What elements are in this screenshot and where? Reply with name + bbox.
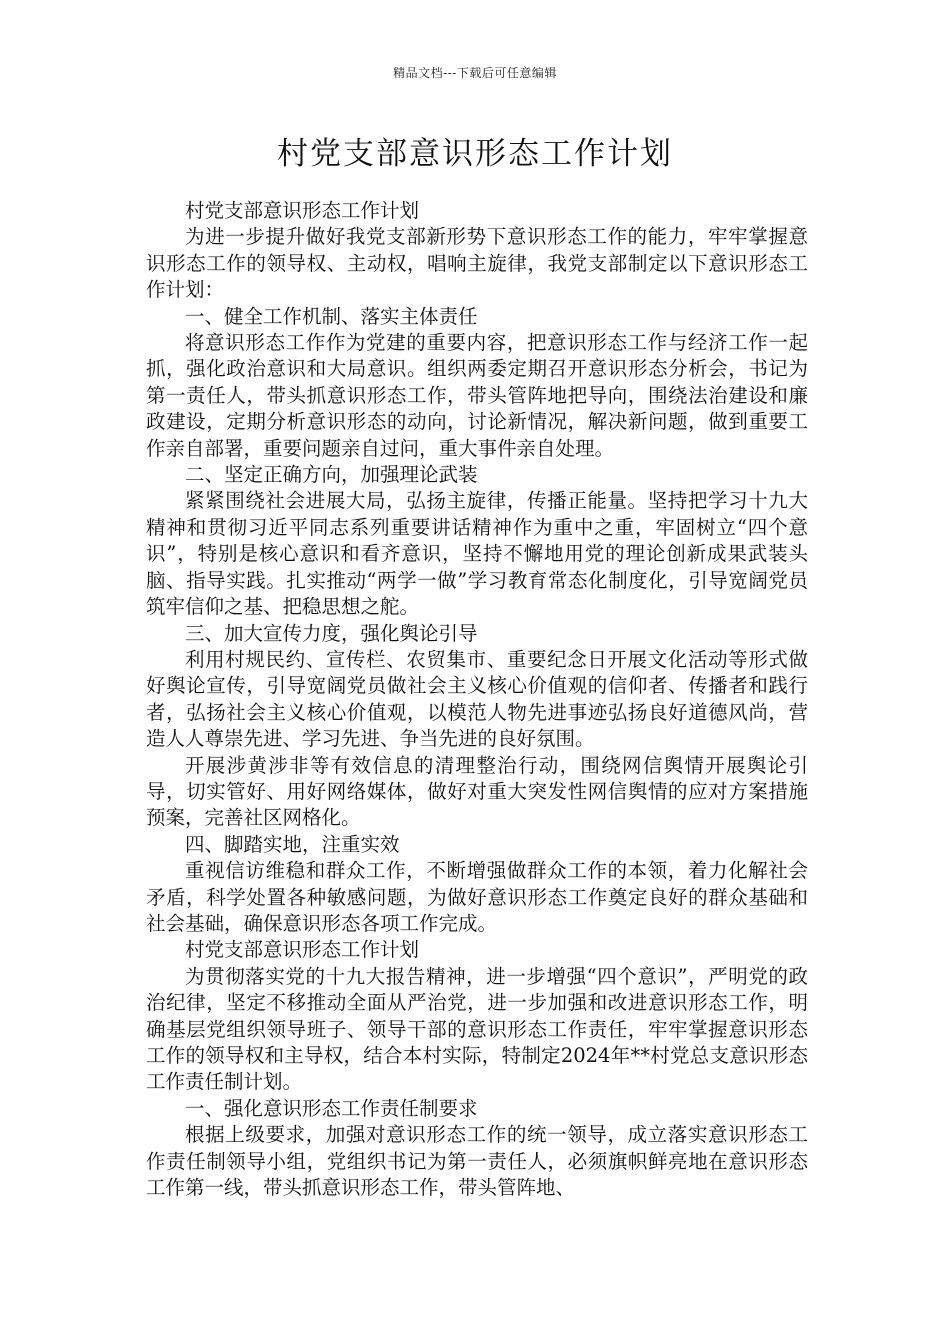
body-paragraph: 为贯彻落实党的十九大报告精神，进一步增强“四个意识”，严明党的政治纪律，坚定不移推动全面从严治党，进一步加强和改进意识形态工作，明确基层党组织领导班子、领导干部的意识形态工作责任，牢牢掌握意识形态工作的领导权和主导权，结合本村实际，特制定2024年**村党总支意识形态工作责任制计划。	[146, 964, 808, 1094]
section-heading: 村党支部意识形态工作计划	[185, 199, 420, 222]
body-paragraph: 为进一步提升做好我党支部新形势下意识形态工作的能力，牢牢掌握意识形态工作的领导权、主动权，唱响主旋律，我党支部制定以下意识形态工作计划：	[146, 225, 808, 302]
body-paragraph: 重视信访维稳和群众工作，不断增强做群众工作的本领，着力化解社会矛盾，科学处置各种敏感问题，为做好意识形态工作奠定良好的群众基础和社会基础，确保意识形态各项工作完成。	[146, 859, 808, 935]
section-heading: 一、强化意识形态工作责任制要求	[185, 1096, 478, 1120]
body-paragraph: 开展涉黄涉非等有效信息的清理整治行动，围绕网信舆情开展舆论引导，切实管好、用好网络媒体，做好对重大突发性网信舆情的应对方案措施预案，完善社区网格化。	[146, 753, 808, 830]
section-heading: 四、脚踏实地，注重实效	[185, 832, 400, 856]
section-heading: 村党支部意识形态工作计划	[185, 938, 420, 962]
body-paragraph: 紧紧围绕社会进展大局，弘扬主旋律，传播正能量。坚持把学习十九大精神和贯彻习近平同志系列重要讲话精神作为重中之重，牢固树立“四个意识”，特别是核心意识和看齐意识，坚持不懈地用党的理论创新成果武装头脑、指导实践。扎实推动“两学一做”学习教育常态化制度化，引导宽阔党员筑牢信仰之基、把稳思想之舵。	[146, 489, 808, 619]
section-heading: 三、加大宣传力度，强化舆论引导	[185, 621, 478, 645]
body-paragraph: 利用村规民约、宣传栏、农贸集市、重要纪念日开展文化活动等形式做好舆论宣传，引导宽阔党员做社会主义核心价值观的信仰者、传播者和践行者，弘扬社会主义核心价值观，以模范人物先进事迹弘扬良好道德风尚，营造人人尊崇先进、学习先进、争当先进的良好氛围。	[146, 647, 808, 751]
section-heading: 一、健全工作机制、落实主体责任	[185, 304, 478, 328]
page-header: 精品文档---下载后可任意编辑	[393, 66, 557, 80]
body-paragraph: 根据上级要求，加强对意识形态工作的统一领导，成立落实意识形态工作责任制领导小组，党组织书记为第一责任人，必须旗帜鲜亮地在意识形态工作第一线，带头抓意识形态工作，带头管阵地、	[146, 1123, 808, 1200]
document-body	[146, 198, 808, 1201]
section-heading: 二、坚定正确方向，加强理论武装	[185, 463, 478, 487]
body-paragraph: 将意识形态工作作为党建的重要内容，把意识形态工作与经济工作一起抓，强化政治意识和大局意识。组织两委定期召开意识形态分析会，书记为第一责任人，带头抓意识形态工作，带头管阵地把导向，围绕法治建设和廉政建设，定期分析意识形态的动向，讨论新情况，解决新问题，做到重要工作亲自部署，重要问题亲自过问，重大事件亲自处理。	[146, 331, 808, 460]
document-title: 村党支部意识形态工作计划	[277, 136, 673, 172]
